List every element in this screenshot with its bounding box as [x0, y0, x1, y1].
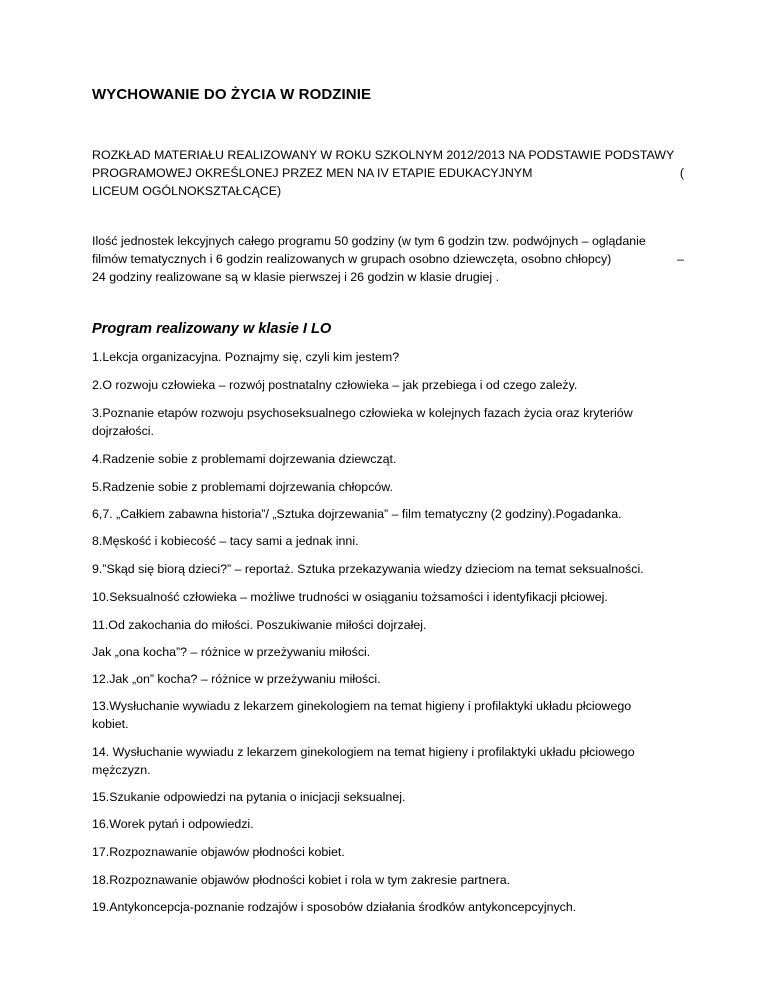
lesson-item-line: 16.Worek pytań i odpowiedzi. [92, 817, 254, 831]
lesson-item-line: 11.Od zakochania do miłości. Poszukiwanie miłości dojrzałej. [92, 618, 427, 632]
lesson-item-line: 19.Antykoncepcja-poznanie rodzajów i sposobów działania środków antykoncepcyjnych. [92, 900, 577, 914]
lesson-item [92, 898, 692, 916]
lesson-item [92, 376, 692, 394]
lesson-item [92, 670, 692, 688]
lesson-item [92, 404, 692, 440]
lesson-item-line: 10.Seksualność człowieka – możliwe trudności w osiąganiu tożsamości i identyfikacji płciowej. [92, 590, 608, 604]
lesson-item-line: 12.Jak „on” kocha? – różnice w przeżywaniu miłości. [92, 672, 381, 686]
lesson-item [92, 478, 692, 496]
lesson-item [92, 843, 692, 861]
lesson-item [92, 588, 692, 606]
subtitle-line: PROGRAMOWEJ OKREŚLONEJ PRZEZ MEN NA IV ETAPIE EDUKACYJNYM ( [92, 166, 684, 180]
subtitle-line: ROZKŁAD MATERIAŁU REALIZOWANY W ROKU SZKOLNYM 2012/2013 NA PODSTAWIE PODSTAWY [92, 148, 675, 162]
lesson-item [92, 815, 692, 833]
lesson-item [92, 616, 692, 634]
section-heading: Program realizowany w klasie I LO [92, 321, 332, 337]
lesson-item-line: kobiet. [92, 717, 129, 731]
summary-tail: – [677, 252, 684, 266]
summary-line: Ilość jednostek lekcyjnych całego programu 50 godziny (w tym 6 godzin tzw. podwójnych – oglądanie [92, 234, 646, 248]
lesson-item-line: 17.Rozpoznawanie objawów płodności kobiet. [92, 845, 345, 859]
lesson-item-line: 6,7. „Całkiem zabawna historia”/ „Sztuka dojrzewania” – film tematyczny (2 godziny).Pogadanka. [92, 507, 622, 521]
lesson-item [92, 643, 692, 661]
subtitle-tail: ( [679, 166, 684, 180]
lesson-item [92, 348, 692, 366]
lesson-item [92, 743, 692, 779]
program-summary [92, 232, 684, 286]
lesson-item [92, 871, 692, 889]
lesson-item-line: 9.”Skąd się biorą dzieci?” – reportaż. Sztuka przekazywania wiedzy dzieciom na temat seksualności. [92, 562, 644, 576]
summary-line: 24 godziny realizowane są w klasie pierwszej i 26 godzin w klasie drugiej . [92, 270, 500, 284]
lesson-item-line: 2.O rozwoju człowieka – rozwój postnatalny człowieka – jak przebiega i od czego zależy. [92, 378, 578, 392]
lesson-item [92, 560, 692, 578]
summary-line: filmów tematycznych i 6 godzin realizowanych w grupach osobno dziewczęta, osobno chłopcy) – [92, 252, 684, 266]
subtitle-line: LICEUM OGÓLNOKSZTAŁCĄCE) [92, 184, 282, 198]
document-subtitle [92, 146, 684, 200]
lesson-item-line: 1.Lekcja organizacyjna. Poznajmy się, czyli kim jestem? [92, 350, 400, 364]
lesson-item-line: 14. Wysłuchanie wywiadu z lekarzem ginekologiem na temat higieny i profilaktyki układu płciowego [92, 745, 635, 759]
lesson-item [92, 505, 692, 523]
lesson-item-line: 5.Radzenie sobie z problemami dojrzewania chłopców. [92, 480, 393, 494]
lesson-item-line: 4.Radzenie sobie z problemami dojrzewania dziewcząt. [92, 452, 397, 466]
lesson-item [92, 532, 692, 550]
lesson-item-line: 15.Szukanie odpowiedzi na pytania o inicjacji seksualnej. [92, 790, 406, 804]
lesson-item-line: mężczyzn. [92, 763, 151, 777]
lesson-item-line: 3.Poznanie etapów rozwoju psychoseksualnego człowieka w kolejnych fazach życia oraz kryteriów [92, 406, 633, 420]
document-title: WYCHOWANIE DO ŻYCIA W RODZINIE [92, 86, 372, 103]
lesson-item [92, 697, 692, 733]
lesson-item [92, 788, 692, 806]
lesson-item [92, 450, 692, 468]
lesson-item-line: 8.Męskość i kobiecość – tacy sami a jednak inni. [92, 534, 359, 548]
lesson-item-line: dojrzałości. [92, 424, 154, 438]
lesson-item-line: 13.Wysłuchanie wywiadu z lekarzem ginekologiem na temat higieny i profilaktyki układu płciowego [92, 699, 632, 713]
lesson-item-line: Jak „ona kocha”? – różnice w przeżywaniu miłości. [92, 645, 371, 659]
lesson-item-line: 18.Rozpoznawanie objawów płodności kobiet i rola w tym zakresie partnera. [92, 873, 511, 887]
